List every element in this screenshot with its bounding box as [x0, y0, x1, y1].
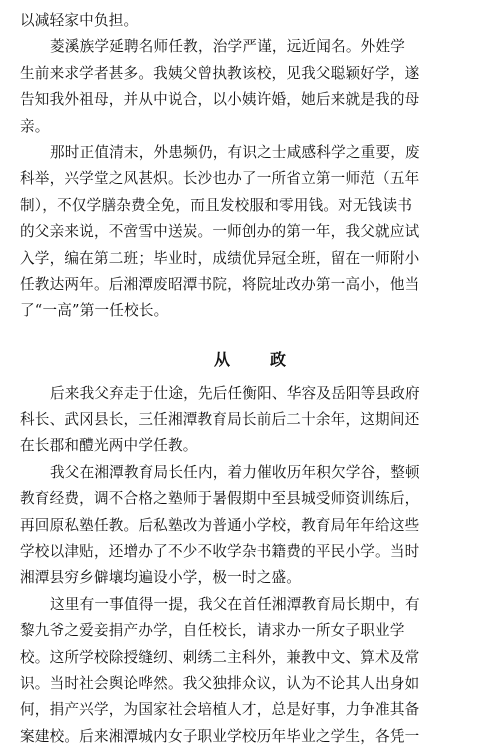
- text-line: 告知我外祖母，并从中说合，以小姨许婚，她后来就是我的母: [20, 91, 420, 109]
- text-line: 的父亲来说，不啻雪中送炭。一师创办的第一年，我父就应试: [20, 223, 420, 241]
- text-line: 以减轻家中负担。: [20, 12, 139, 29]
- text-line: 那时正值清末，外患频仍，有识之士咸感科学之重要，废: [50, 143, 420, 161]
- text-line: 何，捐产兴学，为国家社会培植人才，总是好事，力争准其备: [20, 701, 420, 719]
- text-line: 教育经费，调不合格之塾师于暑假期中至县城受师资训练后，: [20, 490, 420, 508]
- text-line: 识。当时社会舆论哗然。我父独排众议，认为不论其人出身如: [20, 674, 420, 692]
- paragraph-1: [20, 34, 482, 140]
- paragraph-3: [20, 381, 482, 460]
- paragraph-2: [20, 140, 482, 325]
- text-line: 亲。: [20, 117, 50, 135]
- paragraph-0: [20, 8, 482, 34]
- text-line: 科长、武冈县长，三任湘潭教育局长前后二十余年，这期间还: [20, 411, 420, 429]
- paragraph-4: [20, 460, 482, 592]
- text-line: 制），不仅学膳杂费全免，而且发校服和零用钱。对无钱读书: [20, 196, 413, 214]
- text-line: 科举，兴学堂之风甚炽。长沙也办了一所省立第一师范（五年: [20, 170, 420, 188]
- text-line: 这里有一事值得一提，我父在首任湘潭教育局长期中，有: [50, 595, 420, 613]
- text-line: 湘潭县穷乡僻壤均遍设小学，极一时之盛。: [20, 569, 302, 587]
- text-line: 任教达两年。后湘潭废昭潭书院，将院址改办第一高小，他当: [20, 275, 420, 293]
- text-line: 入学，编在第二班；毕业时，成绩优异冠全班，留在一师附小: [20, 249, 420, 267]
- text-line: 我父在湘潭教育局长任内，着力催收历年积欠学谷，整顿: [50, 463, 420, 481]
- section-heading: [20, 341, 482, 379]
- text-line: 案建校。后来湘潭城内女子职业学校历年毕业之学生，各凭一: [20, 727, 420, 745]
- text-line: 后来我父弃走于仕途，先后任衡阳、华容及岳阳等县政府: [50, 384, 420, 402]
- text-line: 校。这所学校除授缝纫、刺绣二主科外，兼教中文、算术及常: [20, 648, 420, 666]
- text-line: 学校以津贴，还增办了不少不收学杂书籍费的平民小学。当时: [20, 543, 420, 561]
- paragraph-5: [20, 592, 482, 750]
- section-heading-char-1: 从: [213, 349, 232, 369]
- text-line: 再回原私塾任教。后私塾改为普通小学校，教育局年年给这些: [20, 516, 420, 534]
- text-line: 生前来求学者甚多。我姨父曾执教该校，见我父聪颖好学，遂: [20, 64, 420, 82]
- text-line: 菱溪族学延聘名师任教，治学严谨，远近闻名。外姓学: [50, 38, 406, 56]
- section-heading-char-2: 政: [270, 349, 289, 369]
- text-line: 在长郡和醴光两中学任教。: [20, 437, 198, 455]
- text-line: 了“一高”第一任校长。: [20, 302, 169, 320]
- text-line: 黎九爷之爱妾捐产办学，自任校长，请求办一所女子职业学: [20, 622, 405, 640]
